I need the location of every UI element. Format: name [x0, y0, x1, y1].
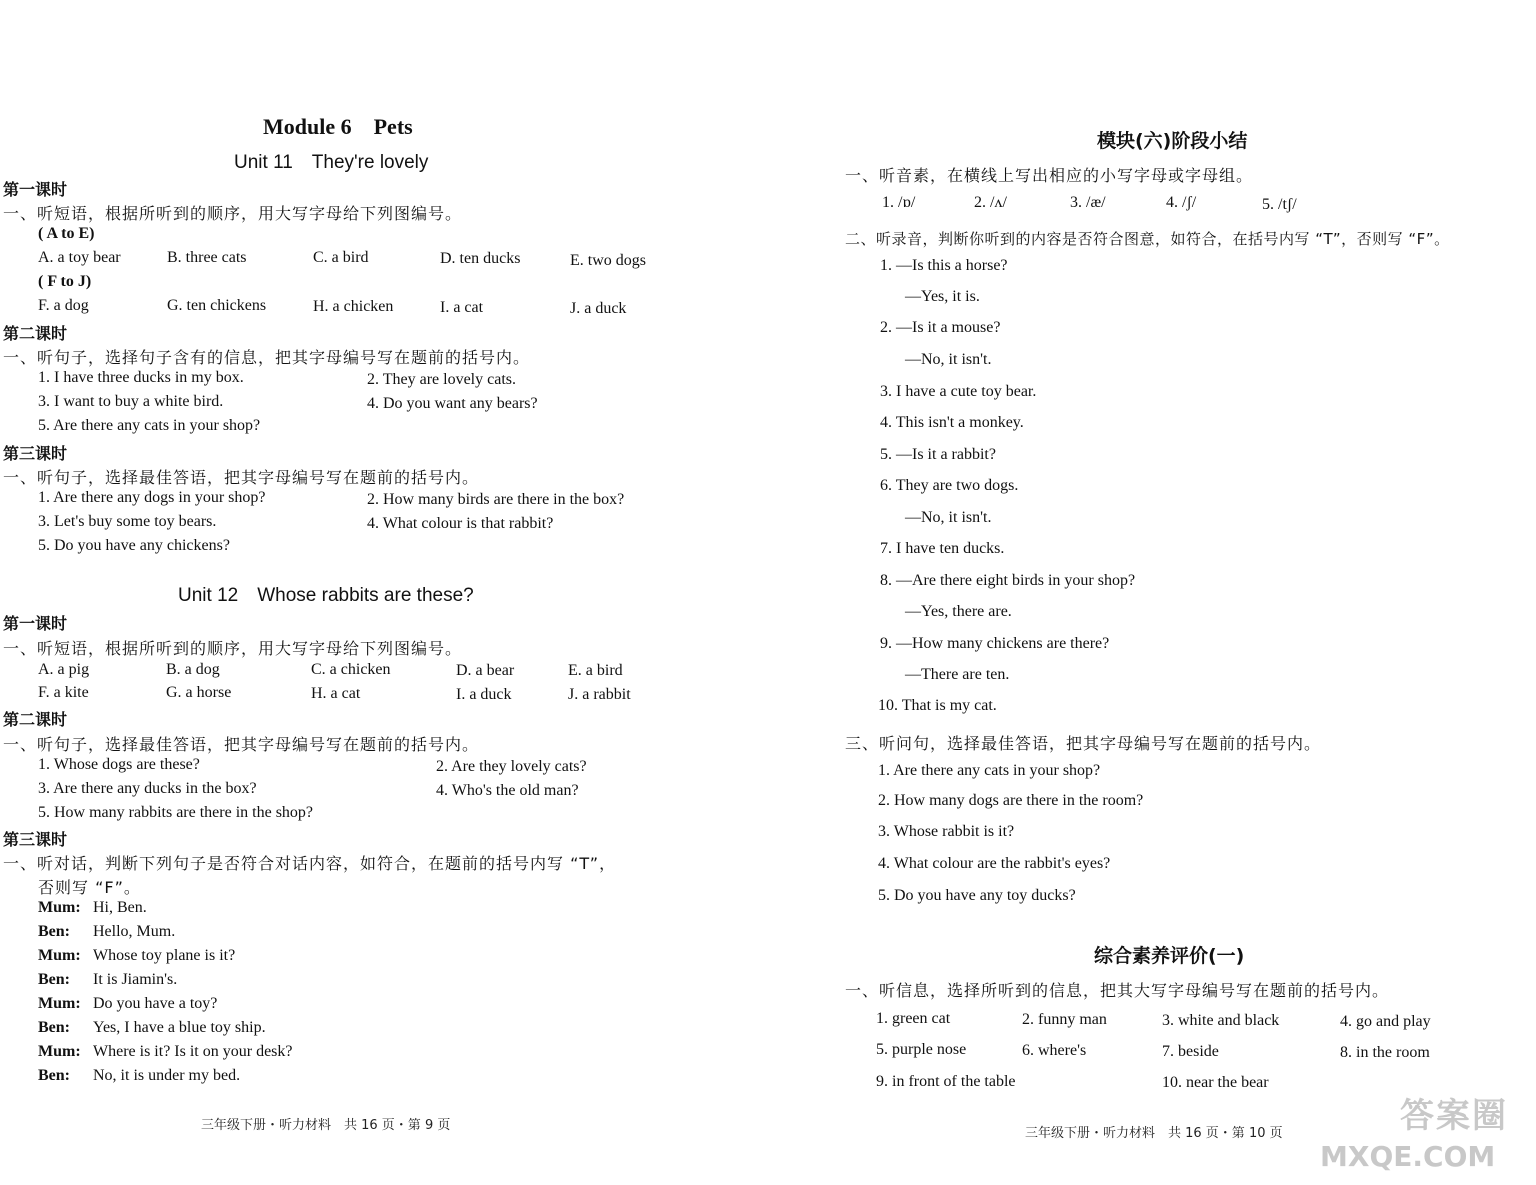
u11-option: H. a chicken [313, 298, 394, 315]
u12-lesson1-instruction: 一、听短语，根据所听到的顺序，用大写字母给下列图编号。 [3, 639, 463, 658]
u12-option: H. a cat [311, 685, 361, 702]
listening-answer: —Yes, it is. [905, 288, 980, 305]
u11-l3-item: 5. Do you have any chickens? [38, 537, 230, 554]
u11-option: A. a toy bear [38, 249, 121, 266]
u12-lesson2-instruction: 一、听句子，选择最佳答语，把其字母编号写在题前的括号内。 [3, 735, 480, 754]
dialogue-speaker: Ben: [38, 1019, 70, 1036]
u11-l2-item: 1. I have three ducks in my box. [38, 369, 244, 386]
u11-option: B. three cats [167, 249, 247, 266]
u11-option: F. a dog [38, 297, 89, 314]
unit-11-title: Unit 11 They're lovely [234, 152, 429, 173]
dialogue-speaker: Mum: [38, 947, 81, 964]
u11-l3-item: 3. Let's buy some toy bears. [38, 513, 217, 530]
watermark-logo: 答案圈 [1400, 1096, 1508, 1136]
phoneme-item: 5. /tʃ/ [1262, 196, 1297, 213]
u11-option: I. a cat [440, 299, 484, 316]
listening-item: 8. —Are there eight birds in your shop? [880, 572, 1136, 589]
dialogue-text: Whose toy plane is it? [93, 947, 236, 964]
question-item: 3. Whose rabbit is it? [878, 823, 1015, 840]
listening-item: 6. They are two dogs. [880, 477, 1019, 494]
dialogue-text: It is Jiamin's. [93, 971, 178, 988]
u12-option: J. a rabbit [568, 686, 631, 703]
u11-l3-item: 2. How many birds are there in the box? [367, 491, 625, 508]
summary-part1-instruction: 一、听音素，在横线上写出相应的小写字母或字母组。 [845, 166, 1254, 185]
question-item: 4. What colour are the rabbit's eyes? [878, 855, 1111, 872]
info-item: 7. beside [1162, 1043, 1219, 1060]
u12-option: D. a bear [456, 662, 515, 679]
dialogue-speaker: Ben: [38, 971, 70, 988]
u12-lesson3-instruction-cont: 否则写 “F”。 [38, 878, 141, 897]
u12-l2-item: 4. Who's the old man? [436, 782, 579, 799]
dialogue-speaker: Mum: [38, 1043, 81, 1060]
u12-lesson1-heading: 第一课时 [3, 614, 68, 633]
u12-option: E. a bird [568, 662, 623, 679]
watermark-url: MXQE.COM [1320, 1140, 1496, 1173]
dialogue-text: Where is it? Is it on your desk? [93, 1043, 293, 1060]
u11-l3-item: 4. What colour is that rabbit? [367, 515, 554, 532]
module-title: Module 6 Pets [263, 114, 413, 139]
u11-option: G. ten chickens [167, 297, 267, 314]
dialogue-text: Do you have a toy? [93, 995, 218, 1012]
dialogue-text: Hi, Ben. [93, 899, 147, 916]
listening-answer: —There are ten. [905, 666, 1010, 683]
dialogue-text: Yes, I have a blue toy ship. [93, 1019, 266, 1036]
listening-item: 9. —How many chickens are there? [880, 635, 1110, 652]
u11-lesson3-instruction: 一、听句子，选择最佳答语，把其字母编号写在题前的括号内。 [3, 468, 480, 487]
phoneme-item: 4. /ʃ/ [1166, 194, 1197, 211]
u11-lesson3-heading: 第三课时 [3, 444, 68, 463]
dialogue-speaker: Mum: [38, 899, 81, 916]
u11-option: D. ten ducks [440, 250, 521, 267]
summary-part2-instruction: 二、听录音，判断你听到的内容是否符合图意，如符合，在括号内写 “T”，否则写 “F”。 [845, 230, 1450, 248]
left-page-footer: 三年级下册・听力材料 共 16 页・第 9 页 [201, 1118, 451, 1133]
u12-option: C. a chicken [311, 661, 391, 678]
u11-group-f-to-j: ( F to J) [38, 273, 92, 290]
info-item: 4. go and play [1340, 1013, 1431, 1030]
u12-option: I. a duck [456, 686, 512, 703]
dialogue-text: Hello, Mum. [93, 923, 176, 940]
u11-lesson2-heading: 第二课时 [3, 324, 68, 343]
info-item: 10. near the bear [1162, 1074, 1269, 1091]
info-item: 3. white and black [1162, 1012, 1280, 1029]
u11-l2-item: 2. They are lovely cats. [367, 371, 516, 388]
evaluation-title: 综合素养评价(一) [1094, 945, 1245, 967]
info-item: 6. where's [1022, 1042, 1087, 1059]
u12-option: G. a horse [166, 684, 232, 701]
u12-option: B. a dog [166, 661, 220, 678]
u12-l2-item: 1. Whose dogs are these? [38, 756, 200, 773]
dialogue-text: No, it is under my bed. [93, 1067, 241, 1084]
dialogue-line [38, 1019, 266, 1037]
listening-item: 1. —Is this a horse? [880, 257, 1008, 274]
phoneme-item: 2. /ʌ/ [974, 194, 1007, 211]
info-item: 2. funny man [1022, 1011, 1107, 1028]
u12-l2-item: 5. How many rabbits are there in the shop? [38, 804, 314, 821]
evaluation-part1-instruction: 一、听信息，选择所听到的信息，把其大写字母编号写在题前的括号内。 [845, 981, 1390, 1000]
right-page-footer: 三年级下册・听力材料 共 16 页・第 10 页 [1025, 1126, 1283, 1141]
u11-l2-item: 3. I want to buy a white bird. [38, 393, 224, 410]
u11-l2-item: 4. Do you want any bears? [367, 395, 538, 412]
question-item: 1. Are there any cats in your shop? [878, 762, 1101, 779]
info-item: 5. purple nose [876, 1041, 967, 1058]
listening-answer: —No, it isn't. [905, 509, 992, 526]
u12-l2-item: 3. Are there any ducks in the box? [38, 780, 257, 797]
u12-lesson2-heading: 第二课时 [3, 710, 68, 729]
dialogue-line [38, 1067, 240, 1085]
listening-item: 2. —Is it a mouse? [880, 319, 1001, 336]
u11-lesson1-instruction: 一、听短语，根据所听到的顺序，用大写字母给下列图编号。 [3, 204, 463, 223]
u12-lesson3-instruction: 一、听对话，判断下列句子是否符合对话内容，如符合，在题前的括号内写 “T”， [3, 854, 617, 873]
listening-item: 7. I have ten ducks. [880, 540, 1005, 557]
phoneme-item: 1. /ɒ/ [882, 194, 916, 211]
phoneme-item: 3. /æ/ [1070, 194, 1106, 211]
dialogue-line [38, 947, 235, 965]
listening-item: 5. —Is it a rabbit? [880, 446, 996, 463]
u12-option: A. a pig [38, 661, 90, 678]
u11-l2-item: 5. Are there any cats in your shop? [38, 417, 261, 434]
u11-option: E. two dogs [570, 252, 646, 269]
dialogue-speaker: Ben: [38, 1067, 70, 1084]
dialogue-line [38, 1043, 293, 1061]
u11-option: C. a bird [313, 249, 369, 266]
u11-l3-item: 1. Are there any dogs in your shop? [38, 489, 266, 506]
info-item: 9. in front of the table [876, 1073, 1016, 1090]
listening-item: 3. I have a cute toy bear. [880, 383, 1037, 400]
listening-item: 10. That is my cat. [878, 697, 997, 714]
u12-lesson3-heading: 第三课时 [3, 830, 68, 849]
summary-title: 模块(六)阶段小结 [1097, 130, 1248, 152]
info-item: 8. in the room [1340, 1044, 1430, 1061]
dialogue-speaker: Mum: [38, 995, 81, 1012]
u11-group-a-to-e: ( A to E) [38, 225, 95, 242]
listening-answer: —Yes, there are. [905, 603, 1012, 620]
dialogue-line [38, 923, 175, 941]
question-item: 2. How many dogs are there in the room? [878, 792, 1144, 809]
u12-l2-item: 2. Are they lovely cats? [436, 758, 587, 775]
unit-12-title: Unit 12 Whose rabbits are these? [178, 585, 474, 606]
listening-item: 4. This isn't a monkey. [880, 414, 1024, 431]
info-item: 1. green cat [876, 1010, 951, 1027]
summary-part3-instruction: 三、听问句，选择最佳答语，把其字母编号写在题前的括号内。 [845, 734, 1322, 753]
u12-option: F. a kite [38, 684, 89, 701]
u11-lesson2-instruction: 一、听句子，选择句子含有的信息，把其字母编号写在题前的括号内。 [3, 348, 531, 367]
dialogue-line [38, 971, 177, 989]
dialogue-line [38, 899, 147, 917]
question-item: 5. Do you have any toy ducks? [878, 887, 1076, 904]
u11-lesson1-heading: 第一课时 [3, 180, 68, 199]
dialogue-speaker: Ben: [38, 923, 70, 940]
dialogue-line [38, 995, 217, 1013]
listening-answer: —No, it isn't. [905, 351, 992, 368]
u11-option: J. a duck [570, 300, 627, 317]
